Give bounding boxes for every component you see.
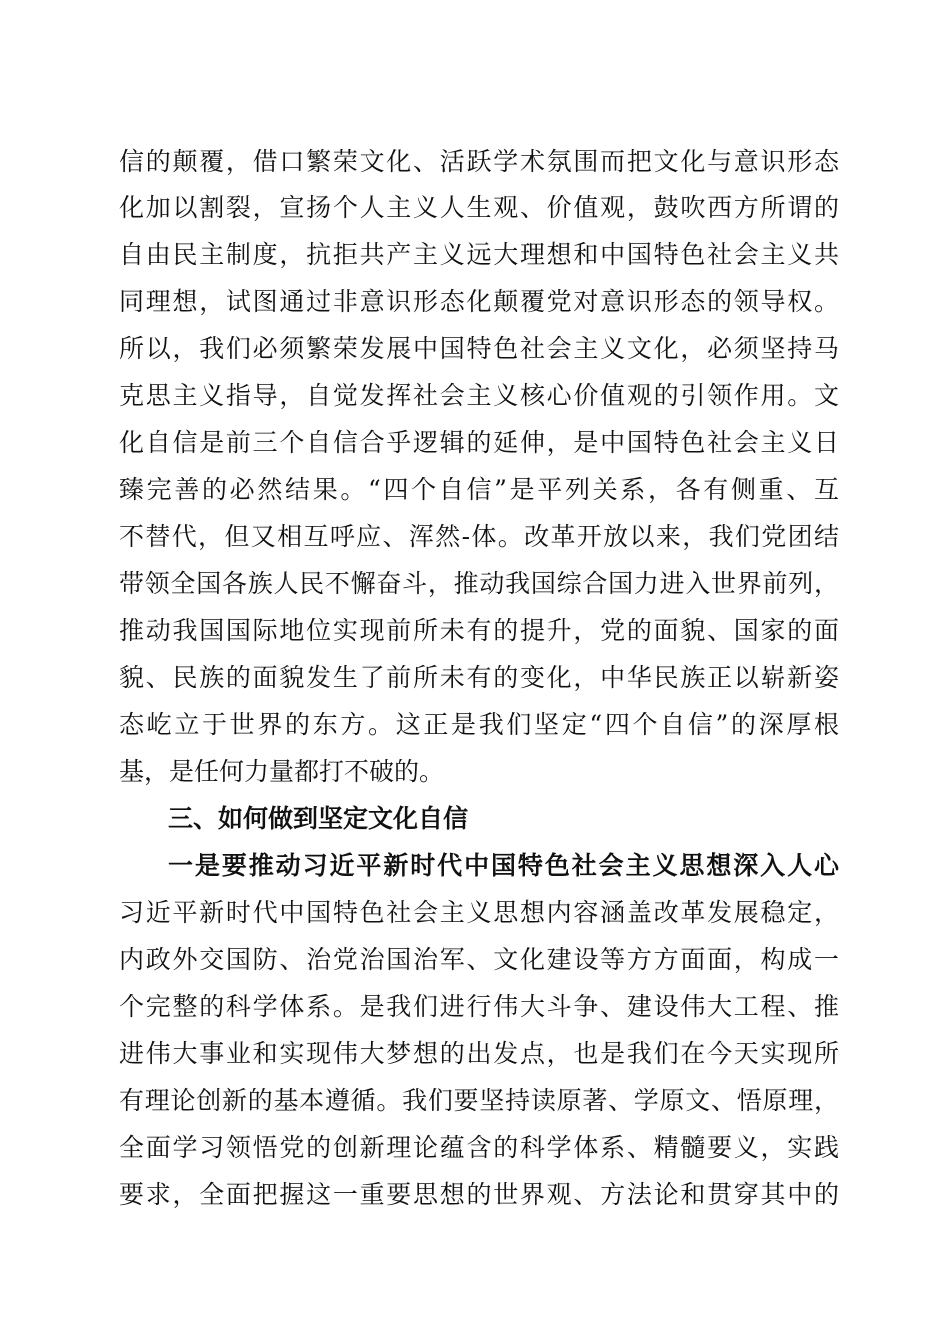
text-line: 所以，我们必须繁荣发展中国特色社会主义文化，必须坚持马 [119,334,839,363]
text-line: 进伟大事业和实现伟大梦想的出发点，也是我们在今天实现所 [119,1039,839,1068]
text-line: 带领全国各族人民不懈奋斗，推动我国综合国力进入世界前列， [119,569,839,598]
text-line: 化自信是前三个自信合乎逻辑的延伸，是中国特色社会主义日 [119,428,839,457]
text-line: 貌、民族的面貌发生了前所未有的变化，中华民族正以崭新姿 [119,663,839,692]
text-line: 克思主义指导，自觉发挥社会主义核心价值观的引领作用。文 [119,381,839,410]
section-heading: 三、如何做到坚定文化自信 [168,804,469,833]
text-line: 习近平新时代中国特色社会主义思想内容涵盖改革发展稳定， [119,898,839,927]
text-line: 有理论创新的基本遵循。我们要坚持读原著、学原文、悟原理， [119,1086,839,1115]
text-line: 推动我国国际地位实现前所未有的提升，党的面貌、国家的面 [119,616,839,645]
text-line: 同理想，试图通过非意识形态化颠覆党对意识形态的领导权。 [119,287,839,316]
text-line: 要求，全面把握这一重要思想的世界观、方法论和贯穿其中的 [119,1180,839,1209]
subheading: 一是要推动习近平新时代中国特色社会主义思想深入人心 [168,851,839,880]
text-line: 态屹立于世界的东方。这正是我们坚定“四个自信”的深厚根 [119,710,839,739]
text-line: 个完整的科学体系。是我们进行伟大斗争、建设伟大工程、推 [119,992,839,1021]
text-line: 化加以割裂，宣扬个人主义人生观、价值观，鼓吹西方所谓的 [119,193,839,222]
text-line: 信的颠覆，借口繁荣文化、活跃学术氛围而把文化与意识形态 [119,147,839,176]
text-line: 内政外交国防、治党治国治军、文化建设等方方面面，构成一 [119,945,839,974]
text-line: 不替代，但又相互呼应、浑然-体。改革开放以来，我们党团结 [119,522,839,551]
text-line: 全面学习领悟党的创新理论蕴含的科学体系、精髓要义，实践 [119,1133,839,1162]
text-line: 基，是任何力量都打不破的。 [119,757,445,786]
text-line: 自由民主制度，抗拒共产主义远大理想和中国特色社会主义共 [119,240,839,269]
text-line: 臻完善的必然结果。“四个自信”是平列关系，各有侧重、互 [119,475,839,504]
